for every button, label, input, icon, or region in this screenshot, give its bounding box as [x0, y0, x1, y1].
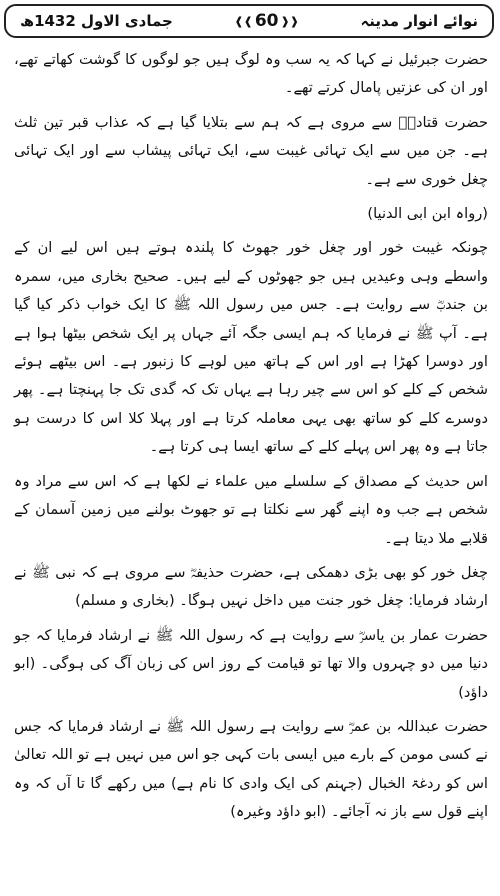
page-number-box: [234, 11, 299, 31]
paragraph: اس حدیث کے مصداق کے سلسلے میں علماء نے لکھا ہے کہ اس سے مراد وہ شخص ہے جب وہ اپنے گھر سے نکلتا ہے تو جھوٹ بولنے میں زمین آسمان کے قلابے ملا دیتا ہے۔: [14, 472, 488, 547]
ornament-icon: ❱❱: [280, 14, 299, 28]
reference-note: (رواہ ابن ابی الدنیا): [367, 205, 488, 223]
paragraph: حضرت جبرئیل نے کہا کہ یہ سب وہ لوگ ہیں جو لوگوں کا گوشت کھاتے تھے، اور ان کی عزتیں پامال کرتے تھے۔: [14, 51, 488, 97]
ornament-icon: ❰❰: [234, 14, 253, 28]
paragraph: حضرت عبداللہ بن عمرؓ سے روایت ہے رسول اللہ ﷺ نے ارشاد فرمایا کہ جس نے کسی مومن کے بارے میں ایسی بات کہی جو اس میں نہیں ہے تو اللہ تعالیٰ اس کو ردغۃ الخبال (جہنم کی ایک وادی کا نام ہے) میں رکھے گا تا آں کہ وہ اپنے قول سے باز نہ آجائے۔ (ابو داؤد وغیرہ): [14, 717, 488, 821]
page-header: [4, 4, 494, 38]
paragraph: حضرت عمار بن یاسرؓ سے روایت ہے کہ رسول اللہ ﷺ نے ارشاد فرمایا کہ جو دنیا میں دو چہروں والا تھا تو قیامت کے روز اس کی زبان آگ کی ہوگی۔ (ابو داؤد): [14, 626, 488, 701]
paragraph: چغل خور کو بھی بڑی دھمکی ہے، حضرت حذیفہؓ سے مروی ہے کہ نبی ﷺ نے ارشاد فرمایا: چغل خور جنت میں داخل نہیں ہوگا۔ (بخاری و مسلم): [14, 563, 488, 610]
paragraph: حضرت قتادہؓ سے مروی ہے کہ ہم سے بتلایا گیا ہے کہ عذاب قبر تین ثلث ہے۔ جن میں سے ایک تہائی غیبت سے، ایک تہائی پیشاب سے اور ایک تہائی چغل خوری سے ہے۔: [14, 113, 488, 188]
page-number: 60: [254, 11, 279, 31]
paragraph: چونکہ غیبت خور اور چغل خور جھوٹ کا پلندہ ہوتے ہیں اس لیے ان کے واسطے وہی وعیدیں ہیں جو جھوٹوں کے لیے ہیں۔ صحیح بخاری میں، سمرہ بن جندبؓ سے روایت ہے۔ جس میں رسول اللہ ﷺ کا ایک خواب ذکر کیا گیا ہے۔ آپ ﷺ نے فرمایا کہ ہم ایسی جگہ آئے جہاں پر ایک شخص بیٹھا ہوا ہے اور دوسرا کھڑا ہے اور اس کے ہاتھ میں لوہے کا زنبور ہے۔ اس بیٹھے ہوئے شخص کے کلے کو اس سے چیر رہا ہے یہاں تک کہ گدی تک جا پہنچتا ہے۔ پھر دوسرے کلے کو ساتھ بھی یہی معاملہ کرتا ہے اور پہلا کلا اس کا درست ہو جاتا ہے وہ پھر اس پہلے کلے کے ساتھ ایسا ہی کرتا ہے۔: [14, 239, 488, 456]
magazine-title: نوائے انوار مدینہ: [360, 12, 478, 30]
issue-date: جمادی الاول 1432ھ: [20, 12, 173, 30]
article-body: [14, 46, 488, 888]
